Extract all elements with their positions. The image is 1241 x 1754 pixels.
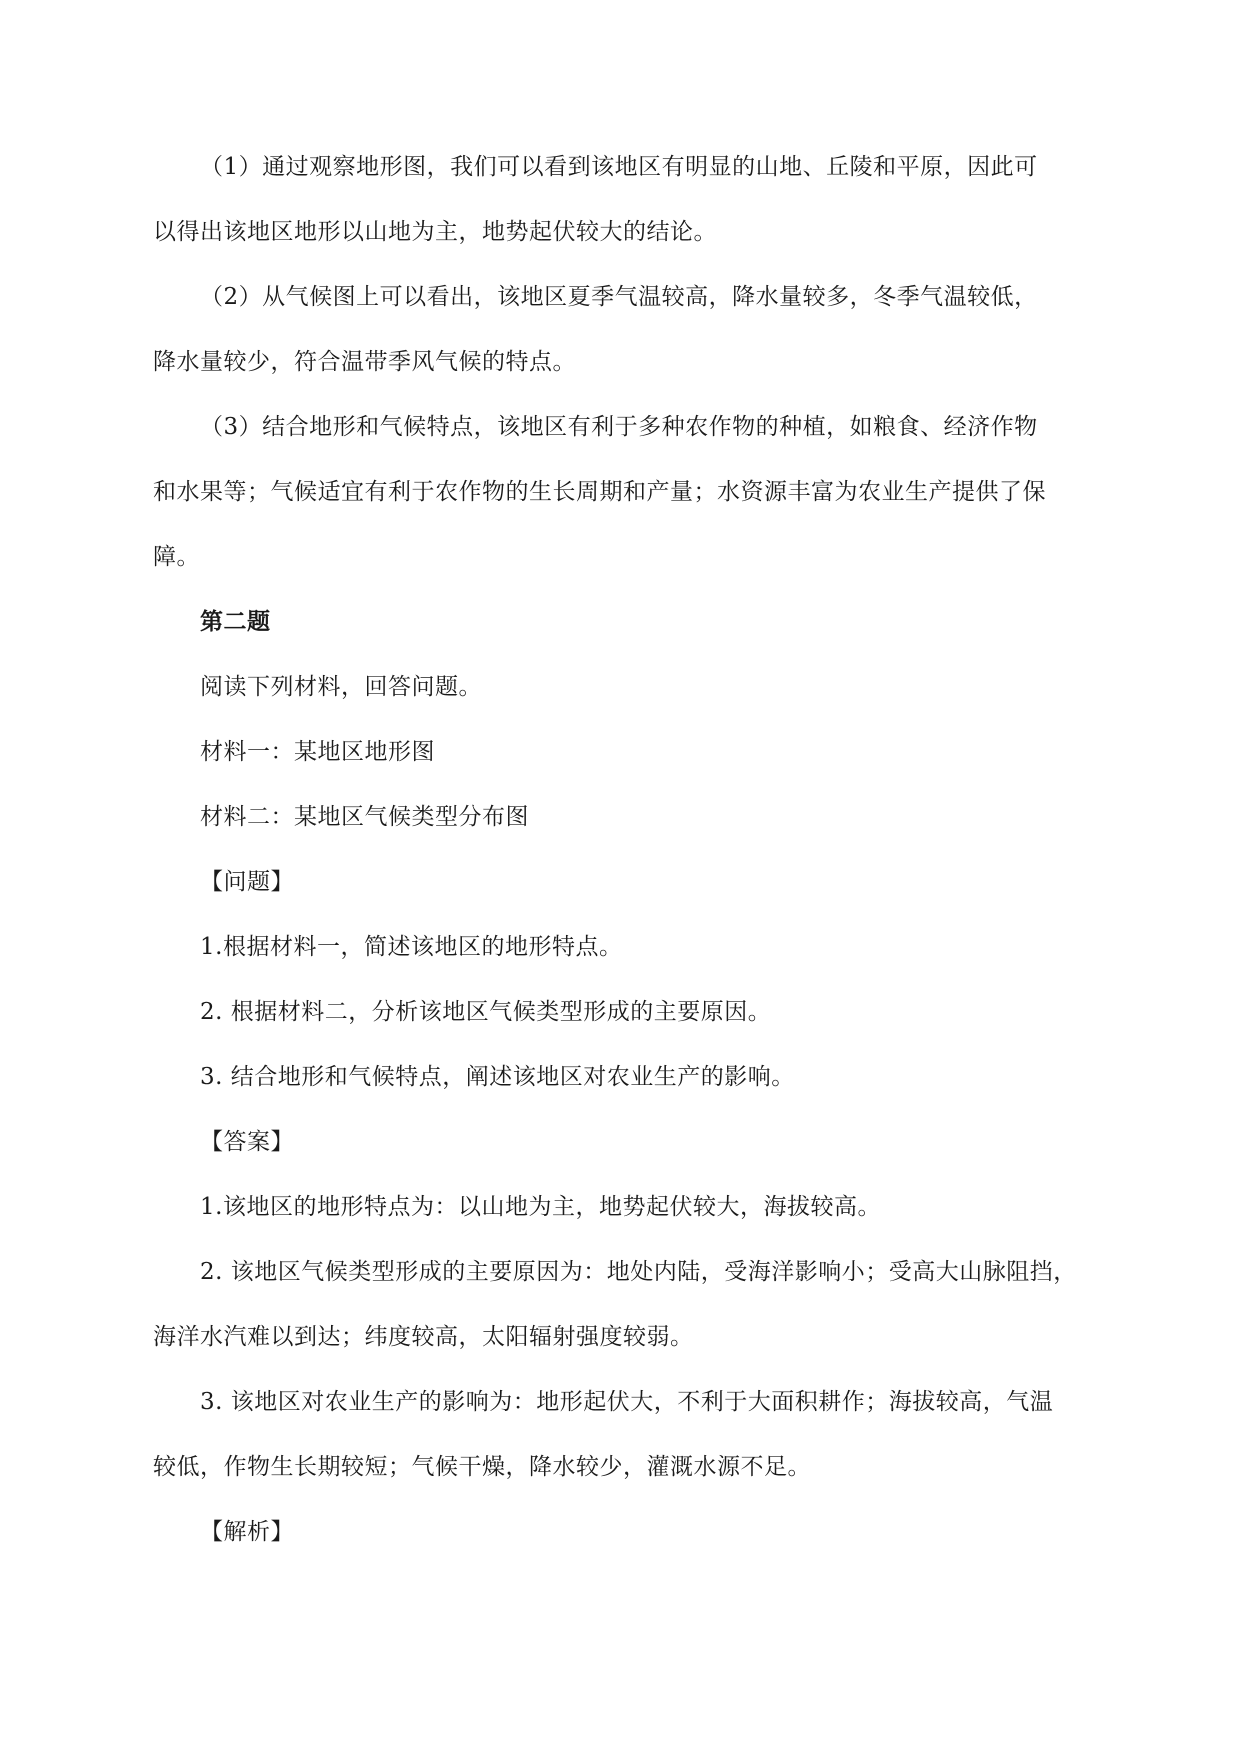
- answer-1: 1.该地区的地形特点为：以山地为主，地势起伏较大，海拔较高。: [200, 1194, 881, 1220]
- answer1-paragraph2-line1: （2）从气候图上可以看出，该地区夏季气温较高，降水量较多，冬季气温较低，: [200, 284, 1038, 310]
- question-3: 3. 结合地形和气候特点，阐述该地区对农业生产的影响。: [200, 1064, 795, 1090]
- answer-3-line1: 3. 该地区对农业生产的影响为：地形起伏大，不利于大面积耕作；海拔较高，气温: [200, 1389, 1054, 1415]
- answer-2-line2: 海洋水汽难以到达；纬度较高，太阳辐射强度较弱。: [153, 1324, 694, 1350]
- question-1: 1.根据材料一，简述该地区的地形特点。: [200, 934, 623, 960]
- question-2: 2. 根据材料二，分析该地区气候类型形成的主要原因。: [200, 999, 772, 1025]
- question2-intro: 阅读下列材料，回答问题。: [200, 674, 482, 700]
- answers-heading: 【答案】: [200, 1129, 294, 1155]
- material-one: 材料一：某地区地形图: [200, 739, 435, 765]
- answer1-paragraph3-line3: 障。: [153, 544, 200, 570]
- question2-heading: 第二题: [200, 608, 271, 635]
- answer-3-line2: 较低，作物生长期较短；气候干燥，降水较少，灌溉水源不足。: [153, 1454, 811, 1480]
- answer1-paragraph1-line2: 以得出该地区地形以山地为主，地势起伏较大的结论。: [153, 219, 717, 245]
- answer1-paragraph3-line1: （3）结合地形和气候特点，该地区有利于多种农作物的种植，如粮食、经济作物: [200, 414, 1038, 440]
- questions-heading: 【问题】: [200, 869, 294, 895]
- analysis-heading: 【解析】: [200, 1519, 294, 1545]
- answer1-paragraph1-line1: （1）通过观察地形图，我们可以看到该地区有明显的山地、丘陵和平原，因此可: [200, 154, 1038, 180]
- answer-2-line1: 2. 该地区气候类型形成的主要原因为：地处内陆，受海洋影响小；受高大山脉阻挡，: [200, 1259, 1077, 1285]
- material-two: 材料二：某地区气候类型分布图: [200, 804, 529, 830]
- answer1-paragraph3-line2: 和水果等；气候适宜有利于农作物的生长周期和产量；水资源丰富为农业生产提供了保: [153, 479, 1046, 505]
- answer1-paragraph2-line2: 降水量较少，符合温带季风气候的特点。: [153, 349, 576, 375]
